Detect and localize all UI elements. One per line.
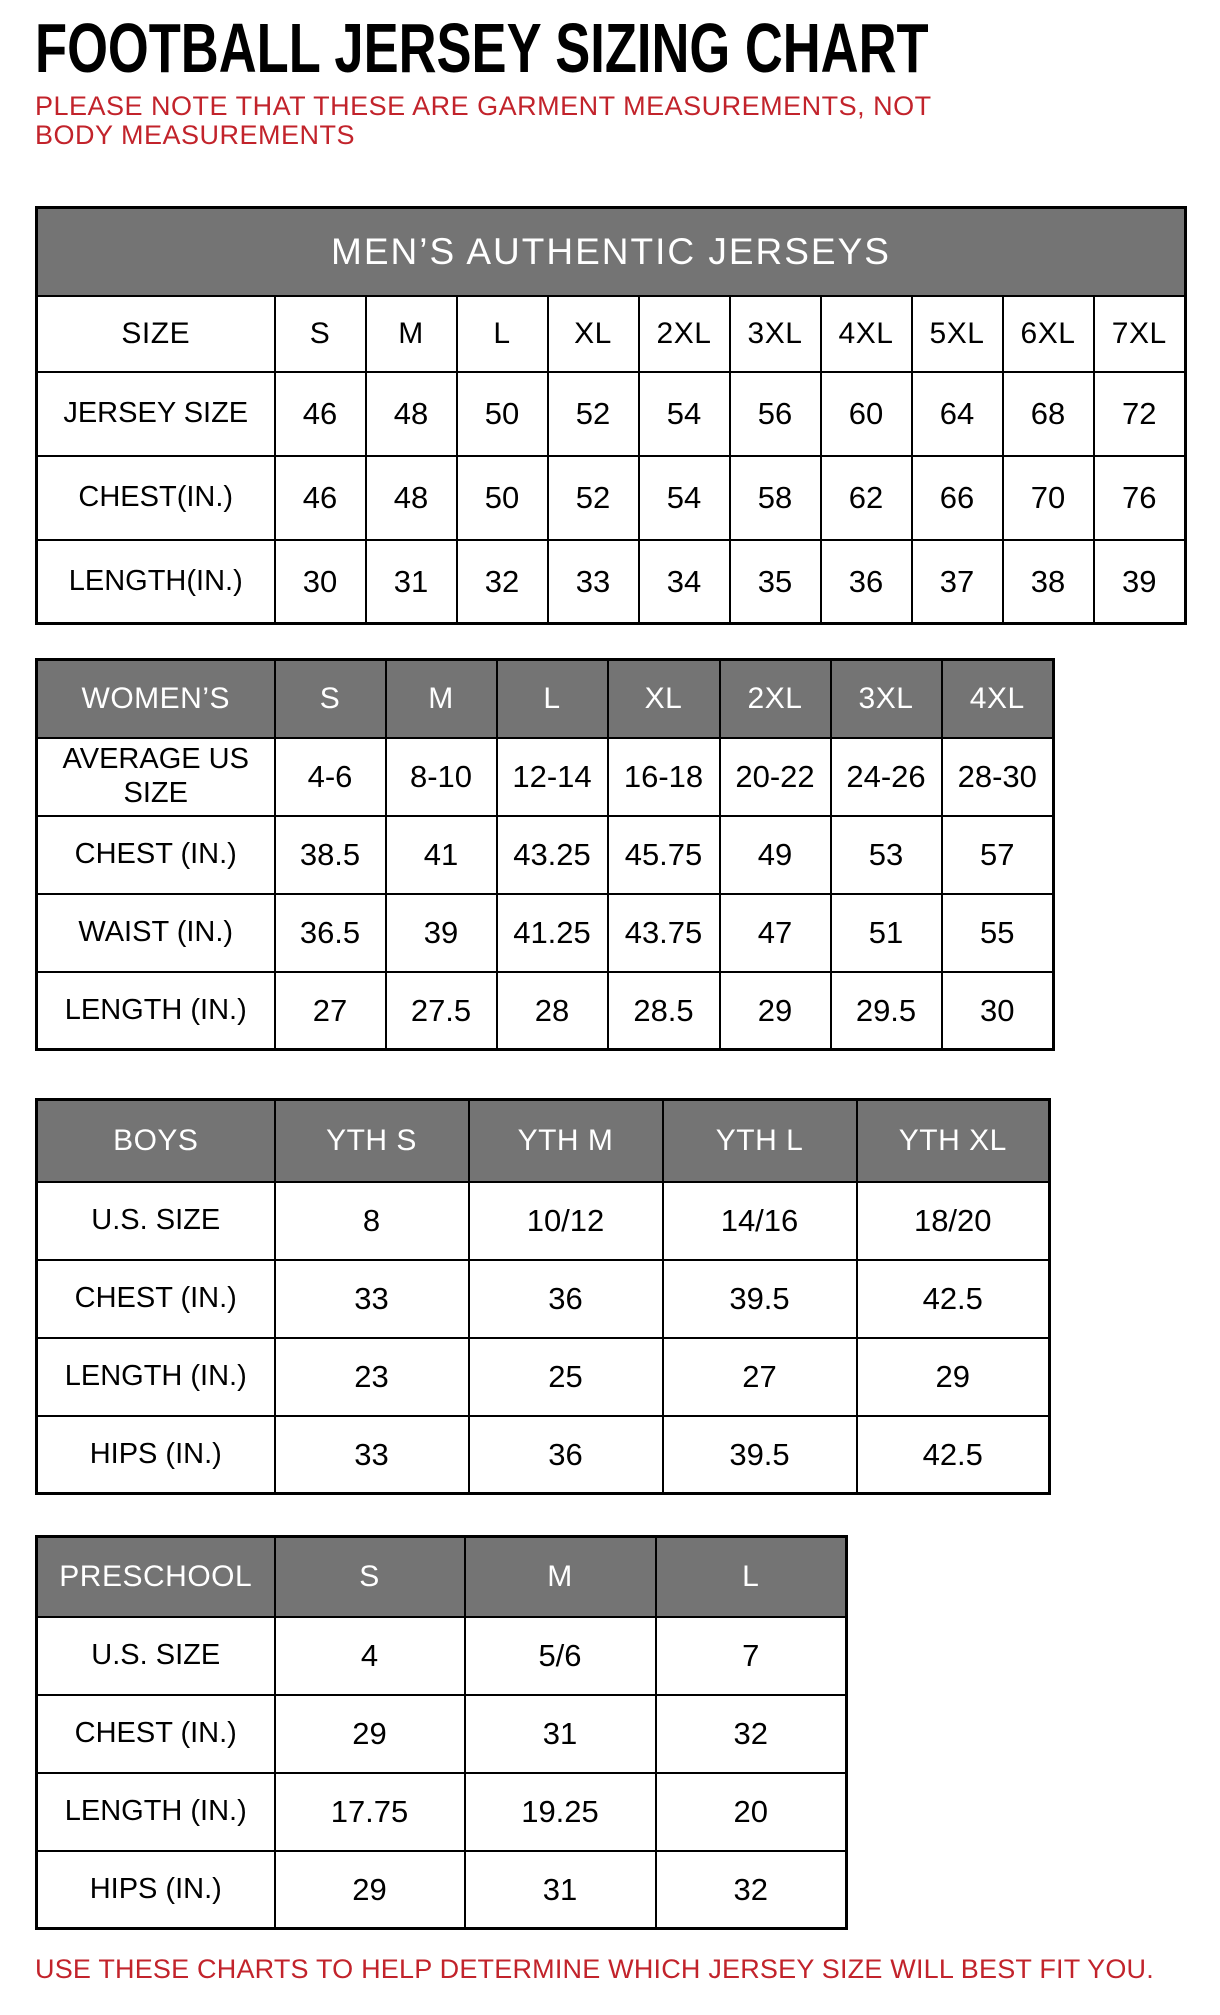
womens-value-cell: 16-18 (608, 738, 720, 816)
boys-sizing-table (35, 1098, 1051, 1495)
womens-table-row (37, 894, 1054, 972)
mens-authentic-jerseys-value-cell: 52 (548, 456, 639, 540)
boys-value-cell: 29 (857, 1338, 1050, 1416)
womens-column-header: M (386, 660, 497, 738)
boys-column-header: YTH M (469, 1100, 663, 1182)
womens-row-label: AVERAGE US SIZE (37, 738, 275, 816)
mens-authentic-jerseys-value-cell: 52 (548, 372, 639, 456)
womens-value-cell: 20-22 (720, 738, 831, 816)
womens-value-cell: 24-26 (831, 738, 942, 816)
preschool-table-row (37, 1773, 847, 1851)
mens-authentic-jerseys-column-header: SIZE (37, 296, 275, 372)
mens-authentic-jerseys-value-cell: 39 (1094, 540, 1186, 624)
womens-value-cell: 47 (720, 894, 831, 972)
boys-value-cell: 33 (275, 1260, 469, 1338)
womens-value-cell: 41 (386, 816, 497, 894)
womens-column-header: 3XL (831, 660, 942, 738)
boys-value-cell: 42.5 (857, 1416, 1050, 1494)
mens-authentic-jerseys-value-cell: 36 (821, 540, 912, 624)
preschool-value-cell: 19.25 (465, 1773, 656, 1851)
mens-authentic-jerseys-value-cell: 64 (912, 372, 1003, 456)
womens-column-header: 2XL (720, 660, 831, 738)
boys-column-header: YTH XL (857, 1100, 1050, 1182)
mens-authentic-jerseys-value-cell: 60 (821, 372, 912, 456)
mens-authentic-jerseys-column-header: 5XL (912, 296, 1003, 372)
preschool-column-header: PRESCHOOL (37, 1537, 275, 1617)
womens-value-cell: 36.5 (275, 894, 386, 972)
womens-value-cell: 27 (275, 972, 386, 1050)
boys-column-header: YTH S (275, 1100, 469, 1182)
mens-authentic-jerseys-banner-row (37, 208, 1186, 296)
mens-authentic-jerseys-value-cell: 62 (821, 456, 912, 540)
mens-authentic-jerseys-row-label: CHEST(IN.) (37, 456, 275, 540)
boys-value-cell: 27 (663, 1338, 857, 1416)
boys-column-header: YTH L (663, 1100, 857, 1182)
preschool-table-row (37, 1695, 847, 1773)
mens-authentic-jerseys-row-label: JERSEY SIZE (37, 372, 275, 456)
mens-authentic-jerseys-value-cell: 76 (1094, 456, 1186, 540)
mens-authentic-jerseys-value-cell: 38 (1003, 540, 1094, 624)
womens-value-cell: 51 (831, 894, 942, 972)
mens-authentic-jerseys-column-header: L (457, 296, 548, 372)
boys-value-cell: 14/16 (663, 1182, 857, 1260)
womens-table-row (37, 816, 1054, 894)
mens-authentic-jerseys-value-cell: 54 (639, 372, 730, 456)
mens-authentic-jerseys-banner-title: MEN’S AUTHENTIC JERSEYS (37, 208, 1186, 296)
mens-authentic-jerseys-value-cell: 46 (275, 456, 366, 540)
womens-value-cell: 55 (942, 894, 1054, 972)
womens-value-cell: 28-30 (942, 738, 1054, 816)
mens-authentic-jerseys-value-cell: 33 (548, 540, 639, 624)
womens-value-cell: 45.75 (608, 816, 720, 894)
mens-authentic-jerseys-table-row (37, 372, 1186, 456)
womens-row-label: CHEST (IN.) (37, 816, 275, 894)
boys-value-cell: 25 (469, 1338, 663, 1416)
preschool-value-cell: 20 (656, 1773, 847, 1851)
boys-value-cell: 36 (469, 1260, 663, 1338)
boys-value-cell: 39.5 (663, 1416, 857, 1494)
footer-note: USE THESE CHARTS TO HELP DETERMINE WHICH JERSEY SIZE WILL BEST FIT YOU. (35, 1954, 1154, 1985)
boys-value-cell: 33 (275, 1416, 469, 1494)
womens-value-cell: 39 (386, 894, 497, 972)
womens-value-cell: 53 (831, 816, 942, 894)
womens-value-cell: 12-14 (497, 738, 608, 816)
mens-authentic-jerseys-table-row (37, 456, 1186, 540)
mens-authentic-jerseys-value-cell: 54 (639, 456, 730, 540)
womens-value-cell: 28.5 (608, 972, 720, 1050)
mens-authentic-jerseys-table (35, 206, 1187, 625)
preschool-value-cell: 31 (465, 1851, 656, 1929)
boys-row-label: CHEST (IN.) (37, 1260, 275, 1338)
womens-value-cell: 29 (720, 972, 831, 1050)
boys-row-label: U.S. SIZE (37, 1182, 275, 1260)
mens-authentic-jerseys-value-cell: 34 (639, 540, 730, 624)
mens-authentic-jerseys-row-label: LENGTH(IN.) (37, 540, 275, 624)
preschool-row-label: LENGTH (IN.) (37, 1773, 275, 1851)
preschool-value-cell: 32 (656, 1695, 847, 1773)
mens-authentic-jerseys-column-header: M (366, 296, 457, 372)
womens-value-cell: 28 (497, 972, 608, 1050)
mens-authentic-jerseys-value-cell: 68 (1003, 372, 1094, 456)
preschool-row-label: HIPS (IN.) (37, 1851, 275, 1929)
preschool-column-header: L (656, 1537, 847, 1617)
garment-measurement-note: PLEASE NOTE THAT THESE ARE GARMENT MEASUREMENTS, NOT BODY MEASUREMENTS (35, 91, 932, 151)
preschool-value-cell: 29 (275, 1851, 465, 1929)
mens-authentic-jerseys-column-header: 4XL (821, 296, 912, 372)
boys-value-cell: 18/20 (857, 1182, 1050, 1260)
preschool-value-cell: 4 (275, 1617, 465, 1695)
mens-authentic-jerseys-column-header: S (275, 296, 366, 372)
mens-authentic-jerseys-value-cell: 70 (1003, 456, 1094, 540)
mens-authentic-jerseys-table-row (37, 540, 1186, 624)
mens-authentic-jerseys-column-header: 6XL (1003, 296, 1094, 372)
preschool-value-cell: 31 (465, 1695, 656, 1773)
womens-header-row (37, 660, 1054, 738)
womens-column-header: L (497, 660, 608, 738)
mens-authentic-jerseys-value-cell: 72 (1094, 372, 1186, 456)
preschool-sizing-table (35, 1535, 848, 1930)
womens-value-cell: 8-10 (386, 738, 497, 816)
boys-column-header: BOYS (37, 1100, 275, 1182)
preschool-row-label: CHEST (IN.) (37, 1695, 275, 1773)
boys-row-label: LENGTH (IN.) (37, 1338, 275, 1416)
womens-value-cell: 43.75 (608, 894, 720, 972)
womens-value-cell: 41.25 (497, 894, 608, 972)
mens-authentic-jerseys-value-cell: 30 (275, 540, 366, 624)
preschool-table-row (37, 1617, 847, 1695)
womens-row-label: LENGTH (IN.) (37, 972, 275, 1050)
womens-sizing-table (35, 658, 1055, 1051)
preschool-value-cell: 17.75 (275, 1773, 465, 1851)
boys-table-row (37, 1338, 1050, 1416)
womens-column-header: XL (608, 660, 720, 738)
mens-authentic-jerseys-value-cell: 58 (730, 456, 821, 540)
boys-value-cell: 23 (275, 1338, 469, 1416)
preschool-value-cell: 7 (656, 1617, 847, 1695)
mens-authentic-jerseys-value-cell: 37 (912, 540, 1003, 624)
mens-authentic-jerseys-column-header: 2XL (639, 296, 730, 372)
boys-row-label: HIPS (IN.) (37, 1416, 275, 1494)
preschool-table-row (37, 1851, 847, 1929)
womens-column-header: 4XL (942, 660, 1054, 738)
mens-authentic-jerseys-value-cell: 46 (275, 372, 366, 456)
mens-authentic-jerseys-value-cell: 32 (457, 540, 548, 624)
womens-column-header: S (275, 660, 386, 738)
mens-authentic-jerseys-header-row (37, 296, 1186, 372)
preschool-value-cell: 5/6 (465, 1617, 656, 1695)
page-title (35, 9, 1220, 87)
boys-value-cell: 10/12 (469, 1182, 663, 1260)
mens-authentic-jerseys-value-cell: 35 (730, 540, 821, 624)
mens-authentic-jerseys-value-cell: 50 (457, 456, 548, 540)
boys-table-row (37, 1182, 1050, 1260)
preschool-value-cell: 32 (656, 1851, 847, 1929)
womens-value-cell: 57 (942, 816, 1054, 894)
womens-value-cell: 38.5 (275, 816, 386, 894)
preschool-value-cell: 29 (275, 1695, 465, 1773)
boys-value-cell: 42.5 (857, 1260, 1050, 1338)
preschool-header-row (37, 1537, 847, 1617)
mens-authentic-jerseys-value-cell: 66 (912, 456, 1003, 540)
boys-header-row (37, 1100, 1050, 1182)
womens-table-row (37, 972, 1054, 1050)
preschool-row-label: U.S. SIZE (37, 1617, 275, 1695)
page-title-text: FOOTBALL JERSEY SIZING CHART (35, 9, 929, 87)
mens-authentic-jerseys-column-header: 3XL (730, 296, 821, 372)
mens-authentic-jerseys-column-header: XL (548, 296, 639, 372)
womens-value-cell: 43.25 (497, 816, 608, 894)
womens-value-cell: 4-6 (275, 738, 386, 816)
womens-column-header: WOMEN’S (37, 660, 275, 738)
mens-authentic-jerseys-value-cell: 50 (457, 372, 548, 456)
boys-table-row (37, 1416, 1050, 1494)
mens-authentic-jerseys-value-cell: 48 (366, 456, 457, 540)
mens-authentic-jerseys-value-cell: 48 (366, 372, 457, 456)
mens-authentic-jerseys-value-cell: 56 (730, 372, 821, 456)
boys-value-cell: 39.5 (663, 1260, 857, 1338)
womens-value-cell: 30 (942, 972, 1054, 1050)
mens-authentic-jerseys-value-cell: 31 (366, 540, 457, 624)
womens-value-cell: 29.5 (831, 972, 942, 1050)
mens-authentic-jerseys-column-header: 7XL (1094, 296, 1186, 372)
womens-row-label: WAIST (IN.) (37, 894, 275, 972)
boys-table-row (37, 1260, 1050, 1338)
womens-table-row (37, 738, 1054, 816)
boys-value-cell: 36 (469, 1416, 663, 1494)
preschool-column-header: M (465, 1537, 656, 1617)
womens-value-cell: 27.5 (386, 972, 497, 1050)
womens-value-cell: 49 (720, 816, 831, 894)
preschool-column-header: S (275, 1537, 465, 1617)
boys-value-cell: 8 (275, 1182, 469, 1260)
